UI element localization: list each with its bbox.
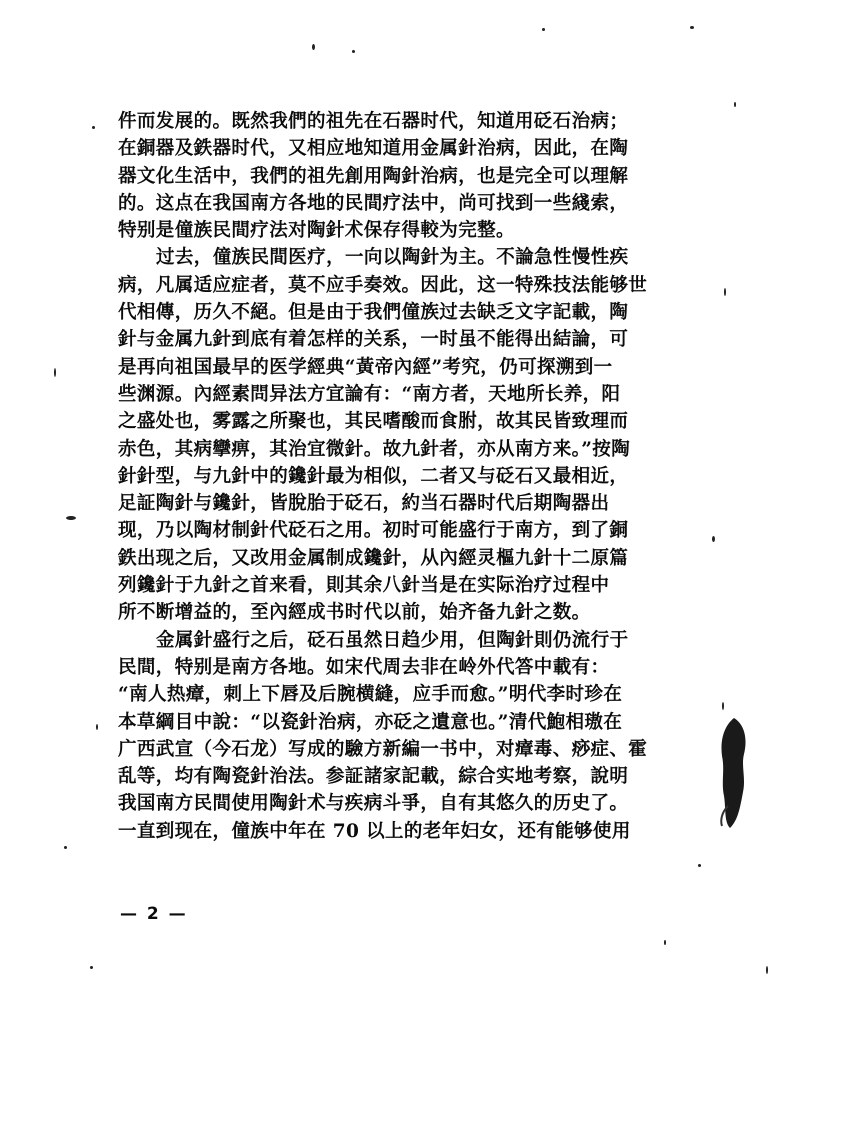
text-line: 特别是僮族民間疗法对陶針术保存得較为完整。 xyxy=(118,220,515,242)
text-line: 列鑱針于九針之首来看，則其余八針当是在实际治疗过程中 xyxy=(118,575,610,597)
text-line: 过去，僮族民間医疗，一向以陶針为主。不論急性慢性疾 xyxy=(156,247,629,269)
scan-speck xyxy=(766,966,768,974)
text-line: 金属針盛行之后，砭石虽然日趋少用，但陶針則仍流行于 xyxy=(156,629,629,651)
scan-speck xyxy=(90,966,93,969)
text-line: 足証陶針与鑱針，皆脫胎于砭石，約当石器时代后期陶器出 xyxy=(118,493,610,515)
scan-speck xyxy=(352,50,355,53)
page-number: — 2 — xyxy=(120,904,188,924)
text-line: 些渊源。內經素問异法方宜論有：“南方者，天地所长养，阳 xyxy=(118,383,621,405)
text-line: 是再向祖国最早的医学經典“黃帝內經”考究，仍可探溯到一 xyxy=(118,356,613,378)
paragraph-3 xyxy=(118,627,678,845)
paragraph-1 xyxy=(118,108,678,244)
text-line: 針針型，与九針中的鑱針最为相似，二者又与砭石又最相近， xyxy=(118,465,629,487)
text-line: 代相傳，历久不絕。但是由于我們僮族过去缺乏文字記載，陶 xyxy=(118,302,629,324)
text-line: 一直到现在，僮族中年在 70 以上的老年妇女，还有能够使用 xyxy=(118,820,631,842)
text-line: 的。这点在我国南方各地的民間疗法中，尚可找到一些綫索， xyxy=(118,192,629,214)
text-line: 本草綱目中說：“以瓷針治病，亦砭之遺意也。”清代鮑相璈在 xyxy=(118,711,623,733)
scan-speck xyxy=(54,368,56,377)
text-line: 民間，特别是南方各地。如宋代周去非在岭外代答中載有： xyxy=(118,656,610,678)
scan-speck xyxy=(92,126,95,129)
scan-speck xyxy=(734,102,736,107)
text-line: 在銅器及鉄器时代，又相应地知道用金属針治病，因此，在陶 xyxy=(118,138,629,160)
scan-speck xyxy=(312,44,315,50)
text-line: 广西武宣（今石龙）写成的驗方新編一书中，对瘴毒、痧症、霍 xyxy=(118,738,648,760)
text-line: 件而发展的。既然我們的祖先在石器时代，知道用砭石治病； xyxy=(118,111,629,132)
text-line: 針与金属九針到底有着怎样的关系，一时虽不能得出結論，可 xyxy=(118,329,629,351)
scan-speck xyxy=(690,26,694,29)
text-line: 乱等，均有陶瓷針治法。参証諸家記載，綜合实地考察，說明 xyxy=(118,766,629,788)
scan-speck xyxy=(66,516,76,520)
scan-speck xyxy=(724,288,726,296)
text-line: 病，凡属适应症者，莫不应手奏效。因此，这一特殊技法能够世 xyxy=(118,274,648,296)
text-line: 现，乃以陶材制針代砭石之用。初时可能盛行于南方，到了銅 xyxy=(118,520,629,542)
text-line: “南人热瘴，刺上下唇及后腕横縫，应手而愈。”明代李时珍在 xyxy=(118,684,623,706)
scan-speck xyxy=(542,28,545,31)
text-line: 鉄出现之后，又改用金属制成鑱針，从內經灵樞九針十二原篇 xyxy=(118,547,629,569)
text-line: 赤色，其病攣痹，其治宜微針。故九針者，亦从南方来。”按陶 xyxy=(118,438,631,460)
text-line: 所不断增益的，至內經成书时代以前，始齐备九針之数。 xyxy=(118,602,591,624)
text-line: 我国南方民間使用陶針术与疾病斗爭，自有其悠久的历史了。 xyxy=(118,793,629,815)
ink-smudge-mark xyxy=(716,716,752,832)
paragraph-2 xyxy=(118,244,678,626)
scan-speck xyxy=(664,940,666,945)
scan-speck xyxy=(712,536,715,542)
text-line: 之盛处也，雾露之所聚也，其民嗜酸而食胕，故其民皆致理而 xyxy=(118,411,629,433)
text-line: 器文化生活中，我們的祖先創用陶針治病，也是完全可以理解 xyxy=(118,165,629,187)
scan-speck xyxy=(64,846,67,849)
scan-speck xyxy=(722,702,724,710)
scan-speck xyxy=(698,864,701,867)
scan-speck xyxy=(96,724,98,730)
body-text xyxy=(118,108,678,845)
